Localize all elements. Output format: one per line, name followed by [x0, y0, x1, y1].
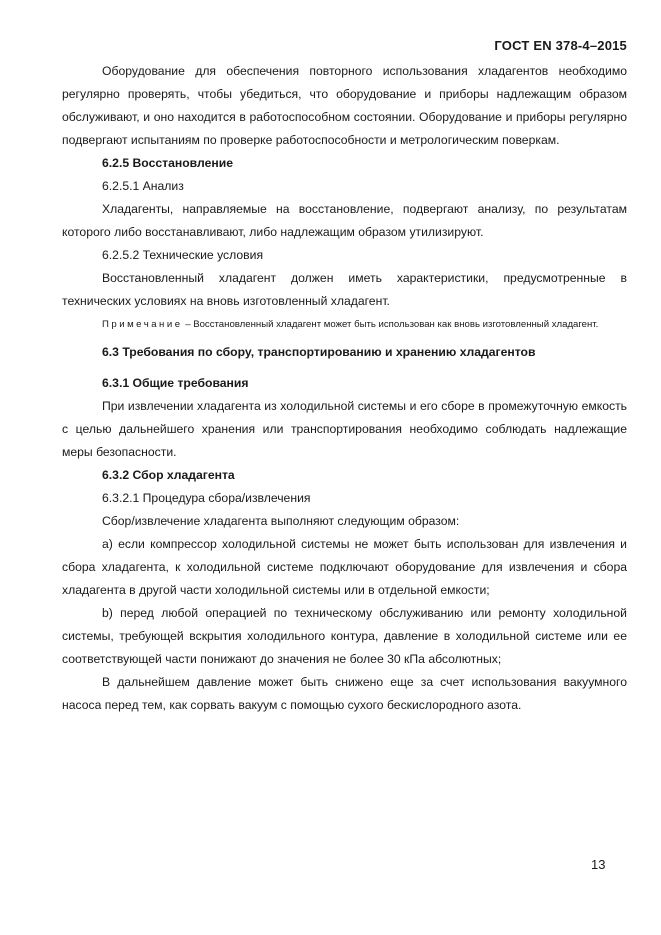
standard-code-header: ГОСТ EN 378-4–2015 [494, 38, 627, 53]
document-body [62, 60, 627, 717]
heading-6-3: 6.3 Требования по сбору, транспортированию и хранению хладагентов [102, 345, 536, 359]
paragraph-final: В дальнейшем давление может быть снижено еще за счет использования вакуумного насоса перед тем, как сорвать вакуум с помощью сухого бескислородного азота. [62, 675, 627, 712]
note-text: – Восстановленный хладагент может быть использован как вновь изготовленный хладагент. [182, 319, 599, 330]
heading-6-2-5-1: 6.2.5.1 Анализ [102, 179, 184, 193]
note-label: Примечание [102, 319, 183, 330]
paragraph-6-3-2-1: Сбор/извлечение хладагента выполняют следующим образом: [102, 514, 460, 528]
note [62, 317, 627, 333]
heading-6-3-1: 6.3.1 Общие требования [102, 376, 249, 390]
paragraph-6-2-5-1: Хладагенты, направляемые на восстановление, подвергают анализу, по результатам которого либо восстанавливают, либо надлежащим образом утилизируют. [62, 202, 627, 239]
paragraph-intro: Оборудование для обеспечения повторного использования хладагентов необходимо регулярно проверять, чтобы убедиться, что оборудование и приборы надлежащим образом обслуживают, и оно находится в работоспособном состоянии. Оборудование и приборы регулярно подвергают испытаниям по проверке работоспособности и метрологическим поверкам. [62, 64, 627, 147]
heading-6-2-5-2: 6.2.5.2 Технические условия [102, 248, 264, 262]
list-item-b: b) перед любой операцией по техническому обслуживанию или ремонту холодильной системы, требующей вскрытия холодильного контура, давление в холодильной системе или ее соответствующей части понижают до значения не более 30 кПа абсолютных; [62, 606, 627, 666]
page-number: 13 [591, 857, 606, 872]
list-item-a: a) если компрессор холодильной системы не может быть использован для извлечения и сбора хладагента, к холодильной системе подключают оборудование для извлечения и сбора хладагента в другой части холодильной системы или в отдельной емкости; [62, 537, 627, 597]
paragraph-6-3-1: При извлечении хладагента из холодильной системы и его сборе в промежуточную емкость с целью дальнейшего хранения или транспортирования необходимо соблюдать надлежащие меры безопасности. [62, 399, 627, 459]
heading-6-2-5: 6.2.5 Восстановление [102, 156, 234, 170]
heading-6-3-2-1: 6.3.2.1 Процедура сбора/извлечения [102, 491, 311, 505]
heading-6-3-2: 6.3.2 Сбор хладагента [102, 468, 235, 482]
paragraph-6-2-5-2: Восстановленный хладагент должен иметь характеристики, предусмотренные в технических условиях на вновь изготовленный хладагент. [62, 271, 627, 308]
